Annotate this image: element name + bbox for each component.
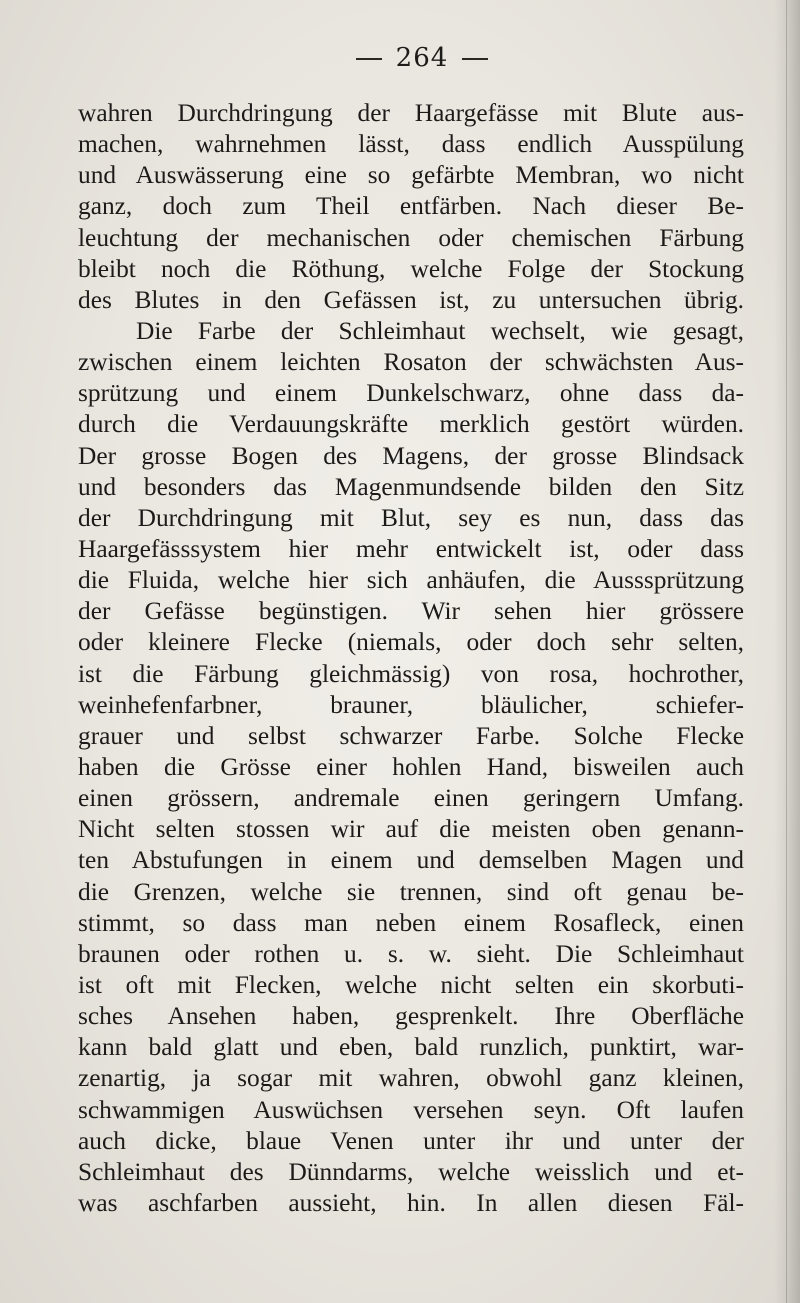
text-line: auch dicke, blaue Venen unter ihr und unter der xyxy=(78,1126,744,1155)
text-line: oder kleinere Flecke (niemals, oder doch sehr selten, xyxy=(78,628,744,657)
page-number: 264 xyxy=(395,43,449,73)
text-line: Haargefässsystem hier mehr entwickelt ist, oder dass xyxy=(78,534,744,563)
text-line: grauer und selbst schwarzer Farbe. Solche Flecke xyxy=(78,721,744,750)
body-text xyxy=(78,98,744,1219)
text-line: und besonders das Magenmundsende bilden den Sitz xyxy=(78,472,744,501)
text-line: schwammigen Auswüchsen versehen seyn. Oft laufen xyxy=(78,1095,744,1124)
left-dash xyxy=(356,58,382,60)
text-line: braunen oder rothen u. s. w. sieht. Die Schleimhaut xyxy=(78,939,744,968)
text-line: einen grössern, andremale einen geringern Umfang. xyxy=(78,784,744,813)
text-line: zenartig, ja sogar mit wahren, obwohl ganz kleinen, xyxy=(78,1064,744,1093)
text-line: Die Farbe der Schleimhaut wechselt, wie gesagt, xyxy=(136,316,744,345)
page-number-group xyxy=(342,38,503,78)
text-line: der Durchdringung mit Blut, sey es nun, dass das xyxy=(78,503,744,532)
text-line: durch die Verdauungskräfte merklich gestört würden. xyxy=(78,410,744,439)
text-line: wahren Durchdringung der Haargefässe mit Blute aus- xyxy=(78,99,744,127)
text-line: die Grenzen, welche sie trennen, sind oft genau be- xyxy=(78,877,744,906)
text-line: des Blutes in den Gefässen ist, zu untersuchen übrig. xyxy=(78,285,744,314)
text-line: ist oft mit Flecken, welche nicht selten ein skorbuti- xyxy=(78,970,744,999)
text-line: die Fluida, welche hier sich anhäufen, die Ausssprützung xyxy=(78,566,744,595)
text-line: zwischen einem leichten Rosaton der schwächsten Aus- xyxy=(78,348,744,377)
text-line: ganz, doch zum Theil entfärben. Nach dieser Be- xyxy=(78,192,744,221)
text-line: und Auswässerung eine so gefärbte Membran, wo nicht xyxy=(78,161,744,190)
text-line: bleibt noch die Röthung, welche Folge der Stockung xyxy=(78,254,744,283)
text-line: Nicht selten stossen wir auf die meisten oben genann- xyxy=(78,815,744,844)
text-line: sprützung und einem Dunkelschwarz, ohne dass da- xyxy=(78,379,744,408)
text-line: leuchtung der mechanischen oder chemischen Färbung xyxy=(78,223,744,252)
page-edge-line xyxy=(786,0,787,1303)
page-edge-shadow xyxy=(774,0,800,1303)
text-line: Der grosse Bogen des Magens, der grosse Blindsack xyxy=(78,441,744,470)
text-line: was aschfarben aussieht, hin. In allen diesen Fäl- xyxy=(78,1188,744,1217)
text-line: ist die Färbung gleichmässig) von rosa, hochrother, xyxy=(78,659,744,688)
text-line: ten Abstufungen in einem und demselben Magen und xyxy=(78,846,744,875)
text-line: weinhefenfarbner, brauner, bläulicher, schiefer- xyxy=(78,690,744,719)
page-header xyxy=(0,38,800,78)
text-line: haben die Grösse einer hohlen Hand, bisweilen auch xyxy=(78,752,744,781)
text-line: kann bald glatt und eben, bald runzlich, punktirt, war- xyxy=(78,1033,744,1062)
text-line: machen, wahrnehmen lässt, dass endlich Ausspülung xyxy=(78,130,744,159)
text-line: sches Ansehen haben, gesprenkelt. Ihre Oberfläche xyxy=(78,1002,744,1031)
right-dash xyxy=(462,58,488,60)
text-line: der Gefässe begünstigen. Wir sehen hier grössere xyxy=(78,597,744,626)
text-line: stimmt, so dass man neben einem Rosafleck, einen xyxy=(78,908,744,937)
text-line: Schleimhaut des Dünndarms, welche weisslich und et- xyxy=(78,1157,744,1186)
